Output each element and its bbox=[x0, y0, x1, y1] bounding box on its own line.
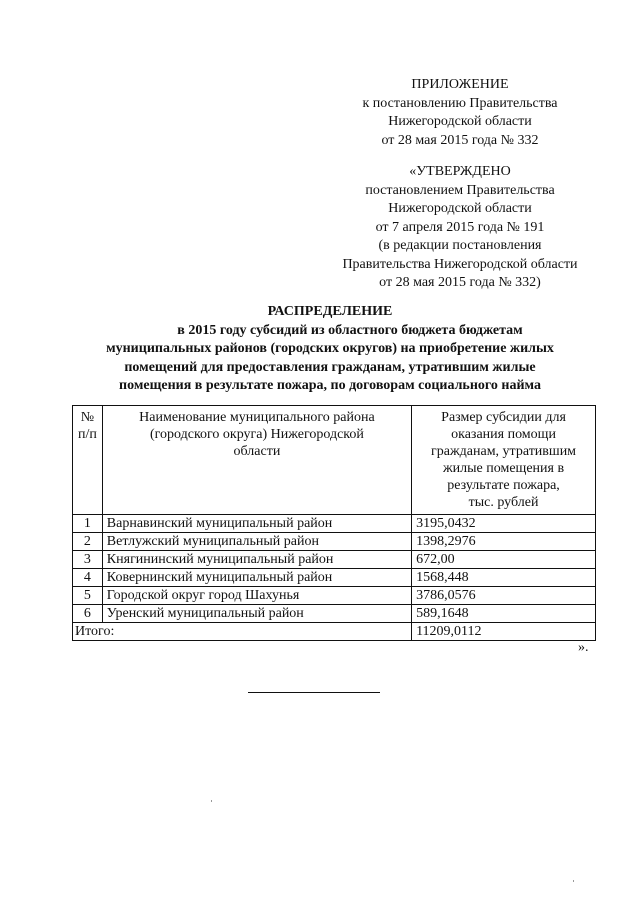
row-amount: 1398,2976 bbox=[412, 533, 596, 551]
row-number: 1 bbox=[73, 515, 103, 533]
header-name-line: Наименование муниципального района bbox=[139, 410, 375, 425]
row-number: 5 bbox=[73, 587, 103, 605]
table-row bbox=[73, 587, 596, 605]
row-amount: 3195,0432 bbox=[412, 515, 596, 533]
row-name: Городской округ город Шахунья bbox=[102, 587, 411, 605]
approval-line: от 28 мая 2015 года № 332) bbox=[379, 275, 541, 290]
header-name-line: области bbox=[233, 444, 281, 459]
approval-line: постановлением Правительства bbox=[365, 182, 555, 198]
approval-line: от 7 апреля 2015 года № 191 bbox=[375, 219, 545, 235]
header-number-line: п/п bbox=[77, 427, 97, 442]
row-name: Княгининский муниципальный район bbox=[102, 551, 411, 569]
table-row bbox=[73, 515, 596, 533]
total-amount: 11209,0112 bbox=[412, 623, 596, 641]
header-amount-line: гражданам, утратившим bbox=[431, 444, 577, 459]
row-number: 2 bbox=[73, 533, 103, 551]
table-row bbox=[73, 533, 596, 551]
row-name: Уренский муниципальный район bbox=[102, 605, 411, 623]
appendix-block bbox=[320, 76, 600, 150]
appendix-line: Нижегородской области bbox=[388, 114, 532, 129]
approval-block bbox=[320, 163, 600, 293]
row-number: 3 bbox=[73, 551, 103, 569]
appendix-line: от 28 мая 2015 года № 332 bbox=[381, 132, 539, 148]
row-name: Ковернинский муниципальный район bbox=[102, 569, 411, 587]
approval-heading: «УТВЕРЖДЕНО bbox=[409, 164, 511, 179]
scan-speck bbox=[211, 800, 212, 802]
header-name bbox=[102, 406, 411, 515]
header-amount-line: результате пожара, bbox=[447, 478, 560, 493]
appendix-heading: ПРИЛОЖЕНИЕ bbox=[411, 77, 509, 92]
header-amount-line: тыс. рублей bbox=[468, 495, 539, 510]
closing-quote: ». bbox=[578, 640, 589, 655]
approval-line: Нижегородской области bbox=[388, 201, 532, 216]
header-amount-line: жилые помещения в bbox=[442, 461, 565, 476]
header-amount bbox=[412, 406, 596, 515]
row-amount: 1568,448 bbox=[412, 569, 596, 587]
document-title bbox=[70, 303, 590, 396]
row-amount: 672,00 bbox=[412, 551, 596, 569]
table-total-row bbox=[73, 623, 596, 641]
scan-speck bbox=[573, 880, 574, 882]
row-amount: 589,1648 bbox=[412, 605, 596, 623]
header-amount-line: Размер субсидии для bbox=[441, 410, 566, 425]
title-line: помещения в результате пожара, по договорам социального найма bbox=[119, 378, 541, 393]
table-row bbox=[73, 551, 596, 569]
table-header-row bbox=[73, 406, 596, 515]
table-row bbox=[73, 605, 596, 623]
title-line: муниципальных районов (городских округов) на приобретение жилых bbox=[106, 341, 554, 356]
row-name: Ветлужский муниципальный район bbox=[102, 533, 411, 551]
title-line: помещений для предоставления гражданам, утратившим жилые bbox=[124, 359, 536, 375]
row-amount: 3786,0576 bbox=[412, 587, 596, 605]
title-heading: РАСПРЕДЕЛЕНИЕ bbox=[267, 304, 393, 319]
table-row bbox=[73, 569, 596, 587]
header-name-line: (городского округа) Нижегородской bbox=[149, 427, 364, 442]
appendix-line: к постановлению Правительства bbox=[362, 95, 558, 111]
distribution-table bbox=[72, 405, 596, 641]
title-line: в 2015 году субсидий из областного бюджета бюджетам bbox=[177, 322, 523, 338]
total-label: Итого: bbox=[73, 623, 412, 641]
row-number: 4 bbox=[73, 569, 103, 587]
header-amount-line: оказания помощи bbox=[451, 427, 556, 442]
separator-line bbox=[248, 692, 380, 693]
approval-line: (в редакции постановления bbox=[378, 238, 542, 253]
row-number: 6 bbox=[73, 605, 103, 623]
header-number bbox=[73, 406, 103, 515]
row-name: Варнавинский муниципальный район bbox=[102, 515, 411, 533]
approval-line: Правительства Нижегородской области bbox=[342, 256, 578, 272]
header-number-line: № bbox=[80, 410, 95, 425]
